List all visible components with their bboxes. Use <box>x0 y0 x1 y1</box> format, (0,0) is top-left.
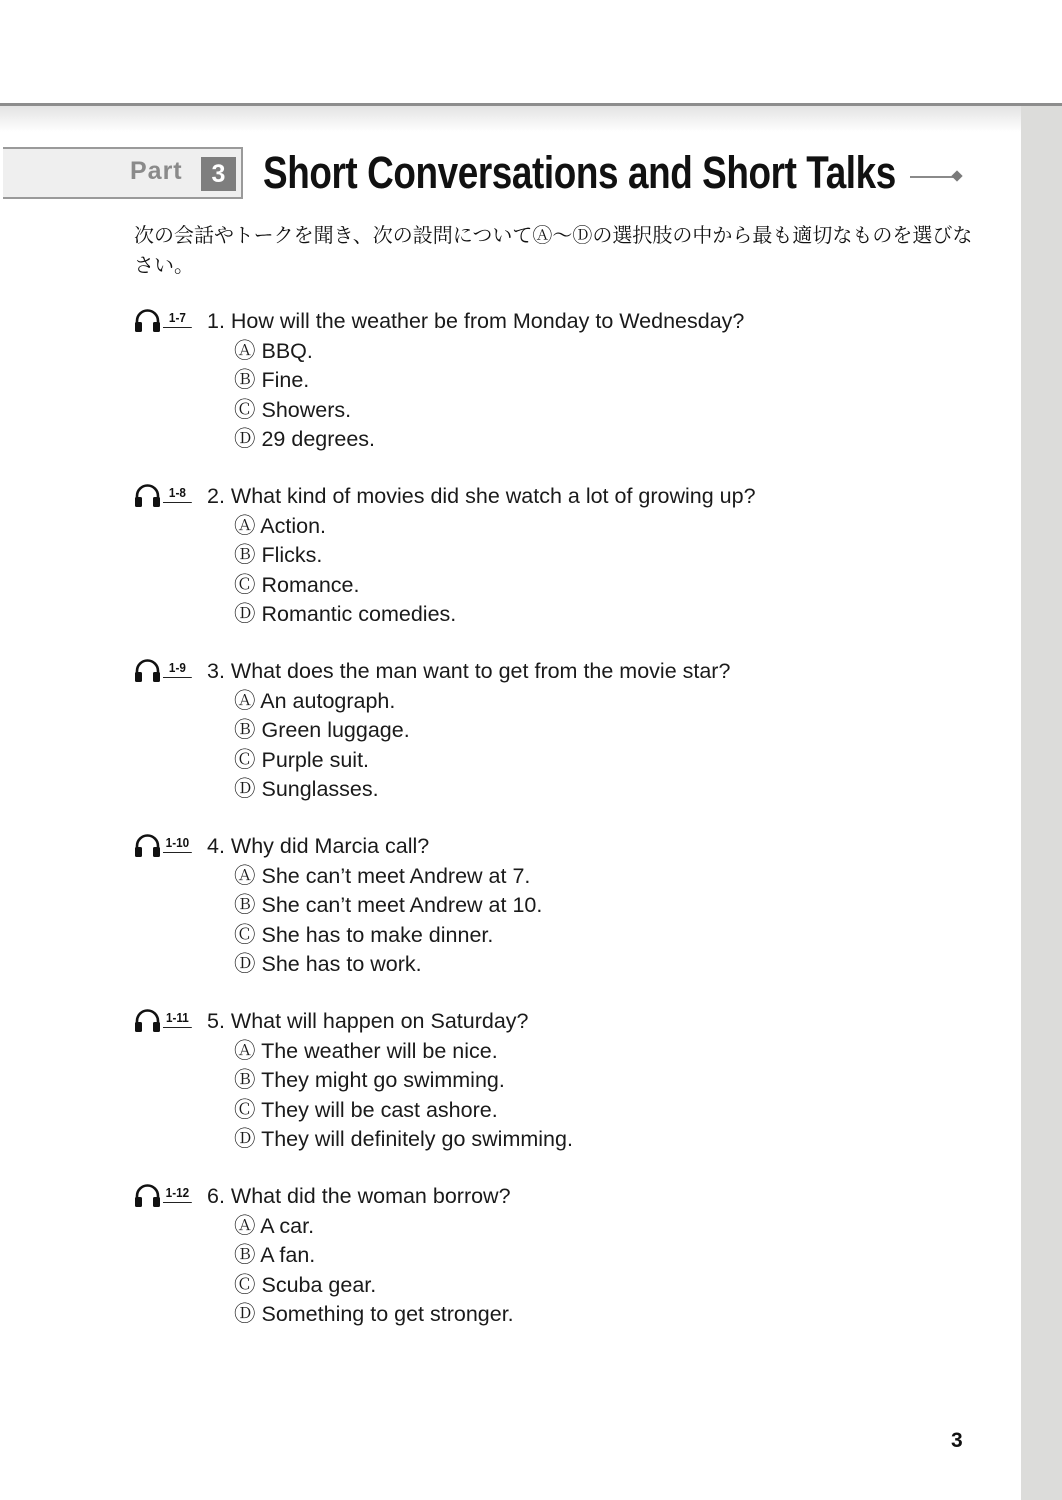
answer-option[interactable]: Ⓒ Scuba gear. <box>234 1272 377 1297</box>
top-shade <box>0 106 1062 132</box>
answer-option[interactable]: Ⓐ The weather will be nice. <box>234 1039 498 1063</box>
answer-option[interactable]: Ⓒ Showers. <box>234 397 352 422</box>
answer-option[interactable]: Ⓒ They will be cast ashore. <box>234 1097 498 1122</box>
answer-option[interactable]: Ⓓ She has to work. <box>234 951 422 976</box>
answer-option[interactable]: Ⓓ Something to get stronger. <box>234 1301 514 1326</box>
answer-option[interactable]: Ⓐ BBQ. <box>234 339 313 363</box>
answer-option[interactable]: Ⓑ Green luggage. <box>234 718 410 743</box>
answer-option[interactable]: Ⓑ A fan. <box>234 1243 316 1268</box>
part-label: Part <box>130 157 183 185</box>
answer-option[interactable]: Ⓒ She has to make dinner. <box>234 922 494 947</box>
answer-option[interactable]: Ⓓ They will definitely go swimming. <box>234 1126 573 1151</box>
answer-option[interactable]: Ⓑ Fine. <box>234 368 310 393</box>
question-text: 1. How will the weather be from Monday to Wednesday? <box>207 309 745 333</box>
page-title: Short Conversations and Short Talks <box>263 147 896 198</box>
answer-option[interactable]: Ⓐ A car. <box>234 1214 315 1238</box>
question-text: 3. What does the man want to get from the movie star? <box>207 659 731 683</box>
diamond-icon <box>951 170 962 181</box>
headphones-icon[interactable] <box>134 484 161 508</box>
question-text: 2. What kind of movies did she watch a lot of growing up? <box>207 484 756 508</box>
answer-option[interactable]: Ⓒ Romance. <box>234 572 360 597</box>
title-rule <box>910 176 954 178</box>
answer-option[interactable]: Ⓑ She can’t meet Andrew at 10. <box>234 893 543 918</box>
headphones-icon[interactable] <box>134 834 161 858</box>
headphones-icon[interactable] <box>134 1009 161 1033</box>
track-number: 1-12 <box>163 1185 192 1203</box>
track-number: 1-11 <box>163 1010 192 1028</box>
question-text: 6. What did the woman borrow? <box>207 1184 511 1208</box>
answer-option[interactable]: Ⓐ An autograph. <box>234 689 396 713</box>
answer-option[interactable]: Ⓐ She can’t meet Andrew at 7. <box>234 864 531 888</box>
answer-option[interactable]: Ⓐ Action. <box>234 514 327 538</box>
question-text: 4. Why did Marcia call? <box>207 834 430 858</box>
track-number: 1-10 <box>163 835 192 853</box>
answer-option[interactable]: Ⓒ Purple suit. <box>234 747 370 772</box>
answer-option[interactable]: Ⓓ 29 degrees. <box>234 426 376 451</box>
part-number: 3 <box>201 157 236 191</box>
headphones-icon[interactable] <box>134 659 161 683</box>
headphones-icon[interactable] <box>134 1184 161 1208</box>
answer-option[interactable]: Ⓑ Flicks. <box>234 543 323 568</box>
headphones-icon[interactable] <box>134 309 161 333</box>
side-bar <box>1021 106 1062 1500</box>
answer-option[interactable]: Ⓓ Sunglasses. <box>234 776 379 801</box>
question-text: 5. What will happen on Saturday? <box>207 1009 529 1033</box>
instructions: 次の会話やトークを聞き、次の設問についてⒶ～Ⓓの選択肢の中から最も適切なものを選びなさい。 <box>134 225 973 277</box>
track-number: 1-9 <box>163 660 192 678</box>
answer-option[interactable]: Ⓓ Romantic comedies. <box>234 601 457 626</box>
track-number: 1-7 <box>163 310 192 328</box>
answer-option[interactable]: Ⓑ They might go swimming. <box>234 1068 505 1093</box>
page-number: 3 <box>951 1429 963 1452</box>
track-number: 1-8 <box>163 485 192 503</box>
